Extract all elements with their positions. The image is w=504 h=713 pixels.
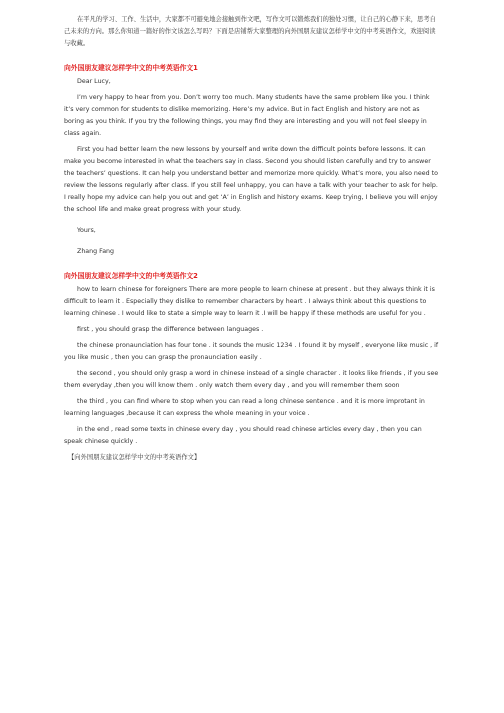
intro-paragraph: 在平凡的学习、工作、生活中，大家都不可避免地会接触到作文吧，写作文可以锻炼我们的独处习惯，让自己的心静下来，思考自己未来的方向。那么你知道一篇好的作文该怎么写吗？下面是店铺帮大家整理的向外国朋友建议怎样学中文的中考英语作文，欢迎阅读与收藏。 bbox=[64, 16, 436, 47]
essay2-paragraph-1: how to learn chinese for foreigners There are more people to learn chinese at present . but they always think it is difficult to learn it . Especially they dislike to remember characters by heart . I always think about this questions to learning chinese . I would like to state a simple way to learn it .I will be happy if these methods are useful for you . bbox=[64, 286, 435, 317]
article-body bbox=[64, 14, 440, 464]
article-title-link[interactable]: 【向外国朋友建议怎样学中文的中考英语作文】 bbox=[68, 454, 201, 461]
essay2-paragraph-2: first , you should grasp the difference between languages . bbox=[77, 326, 264, 333]
essay1-paragraph-1: I’m very happy to hear from you. Don’t worry too much. Many students have the same problem like you. I think it’s very common for students to dislike memorizing. Here’s my advice. But in fact English and history are not as boring as you think. If you try the following things, you may find they are interesting and you will not feel sleepy in class again. bbox=[64, 94, 430, 137]
essay2-paragraph-6: in the end , read some texts in chinese every day , you should read chinese articles every day , then you can speak chinese quickly . bbox=[64, 426, 422, 445]
essay1-title: 向外国朋友建议怎样学中文的中考英语作文1 bbox=[64, 64, 198, 72]
essay2-title: 向外国朋友建议怎样学中文的中考英语作文2 bbox=[64, 272, 198, 280]
essay1-greeting: Dear Lucy, bbox=[77, 78, 111, 85]
essay1-closing: Yours, bbox=[77, 227, 96, 234]
essay2-paragraph-5: the third , you can find where to stop when you can read a long chinese sentence . and it is more improtant in learning languages ,because it can express the whole meaning in your voice . bbox=[64, 398, 425, 417]
essay2-paragraph-4: the second , you should only grasp a word in chinese instead of a single character . it looks like friends , if you see them everyday ,then you will know them . only watch them every day , and you will remember them soon bbox=[64, 370, 439, 389]
essay2-paragraph-3: the chinese pronaunciation has four tone . it sounds the music 1234 . I found it by myself , everyone like music , if you like music , then you can grasp the pronaunciation easily . bbox=[64, 342, 439, 361]
essay1-paragraph-2: First you had better learn the new lessons by yourself and write down the difficult points before lessons. It can make you become interested in what the teachers say in class. Second you should listen carefully and try to answer the teachers’ questions. It can help you understand better and memorize more quickly. What’s more, you also need to review the lessons regularly after class. If you still feel unhappy, you can have a talk with your teacher to ask for help. I really hope my advice can help you out and get ‘A’ in English and history exams. Keep trying, I believe you will enjoy the school life and make great progress with your study. bbox=[64, 146, 438, 213]
essay1-signature: Zhang Fang bbox=[77, 248, 115, 255]
